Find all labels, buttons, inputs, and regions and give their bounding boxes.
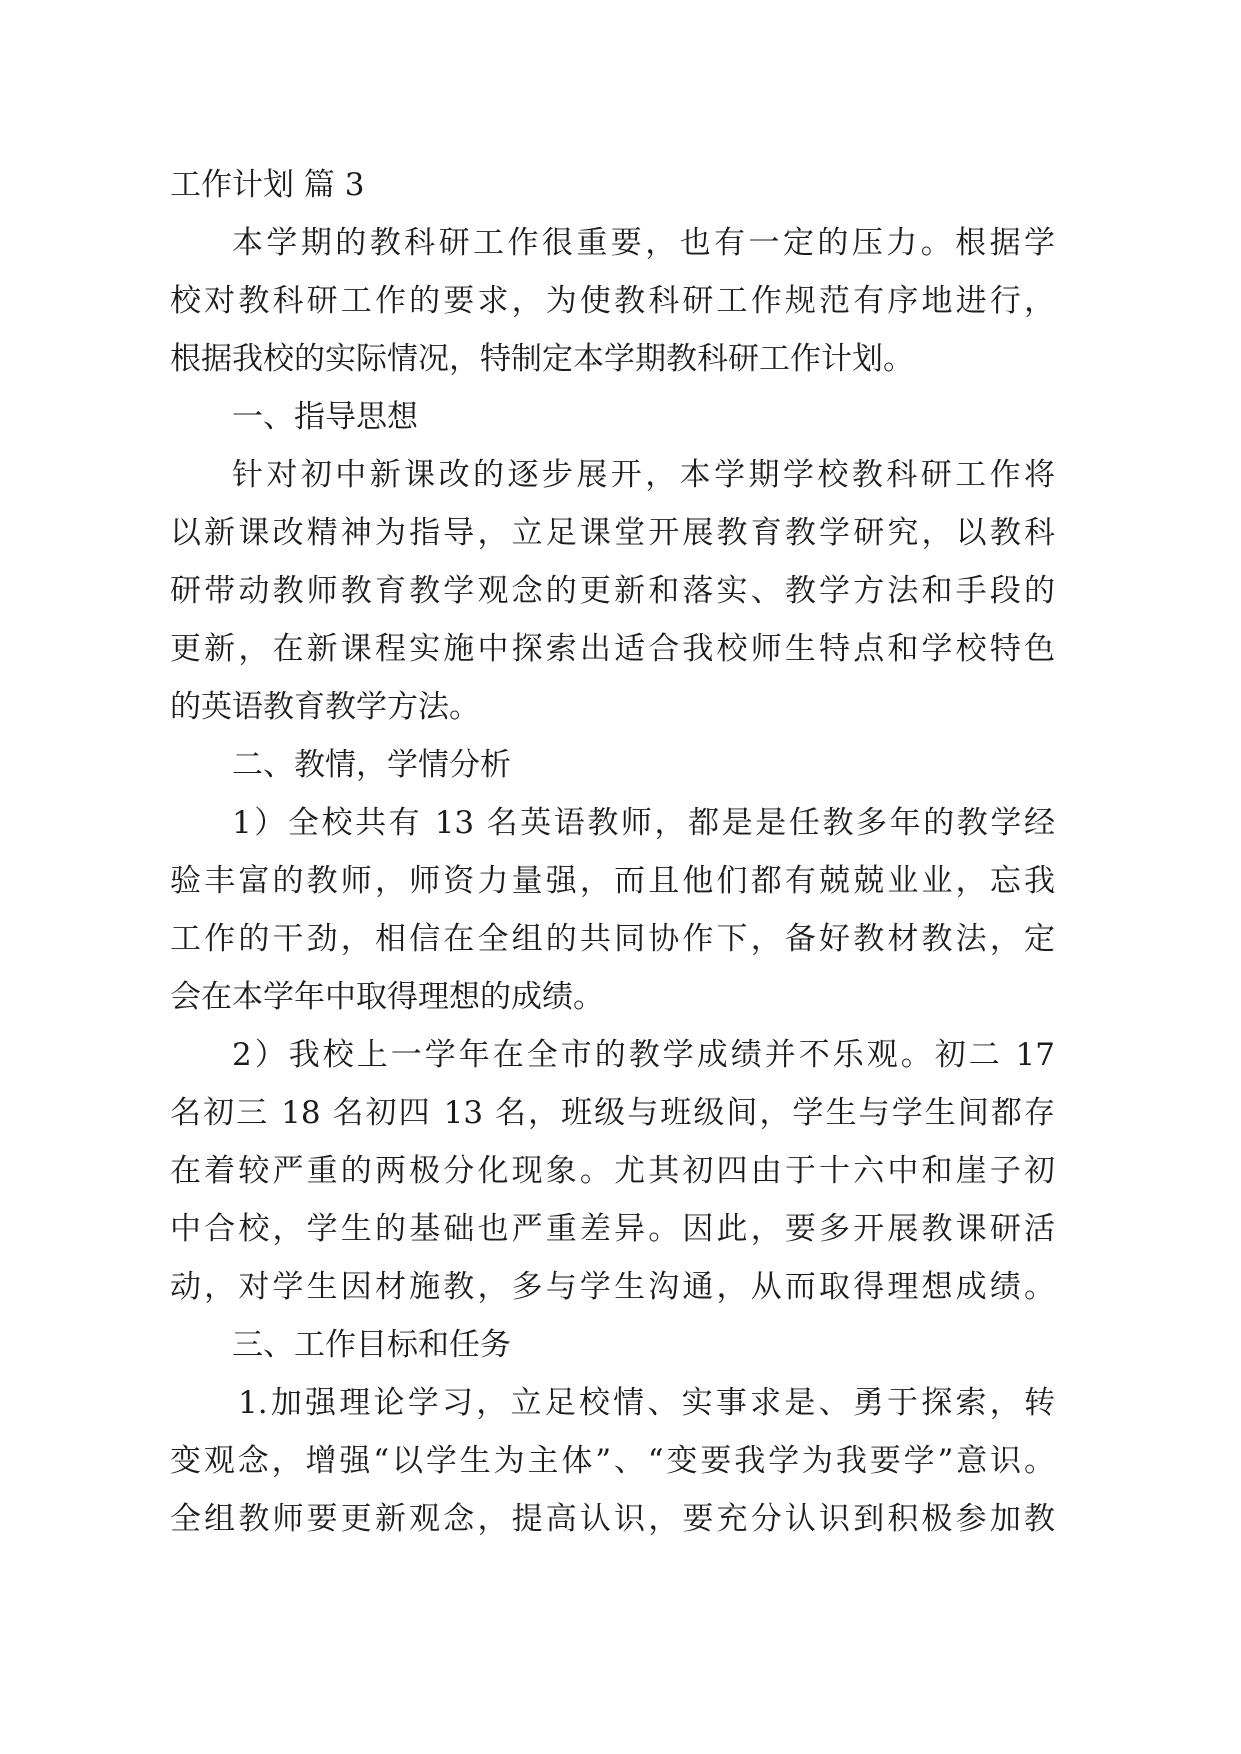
paragraph-line: 本学期的教科研工作很重要，也有一定的压力。根据学 [232, 225, 1055, 261]
intro-paragraph [170, 214, 1055, 388]
section-heading: 三、工作目标和任务 [232, 1327, 511, 1363]
paragraph [170, 794, 1055, 1026]
paragraph [170, 446, 1055, 736]
paragraph-line: 研带动教师教育教学观念的更新和落实、教学方法和手段的 [170, 573, 1055, 609]
paragraph-line: 2）我校上一学年在全市的教学成绩并不乐观。初二 17 [232, 1037, 1055, 1073]
section-heading: 二、教情，学情分析 [232, 747, 511, 783]
paragraph-line: 动，对学生因材施教，多与学生沟通，从而取得理想成绩。 [170, 1269, 1055, 1305]
paragraph-line: 会在本学年中取得理想的成绩。 [170, 979, 604, 1015]
paragraph-line: 名初三 18 名初四 13 名，班级与班级间，学生与学生间都存 [170, 1095, 1055, 1131]
paragraph [170, 1374, 1055, 1548]
document-body [170, 156, 1055, 1548]
document-title: 工作计划 篇 3 [170, 167, 365, 203]
paragraph-line: 验丰富的教师，师资力量强，而且他们都有兢兢业业，忘我 [170, 863, 1055, 899]
paragraph-line: 变观念，增强“以学生为主体”、“变要我学为我要学”意识。 [170, 1443, 1055, 1479]
section-guiding-ideology [170, 388, 1055, 736]
paragraph [170, 1026, 1055, 1316]
section-goals-and-tasks [170, 1316, 1055, 1548]
paragraph-line: 1.加强理论学习，立足校情、实事求是、勇于探索，转 [238, 1385, 1055, 1421]
paragraph-line: 1）全校共有 13 名英语教师，都是是任教多年的教学经 [232, 805, 1055, 841]
paragraph-line: 针对初中新课改的逐步展开，本学期学校教科研工作将 [232, 457, 1055, 493]
section-heading: 一、指导思想 [232, 399, 418, 435]
paragraph-line: 根据我校的实际情况，特制定本学期教科研工作计划。 [170, 341, 914, 377]
paragraph-line: 校对教科研工作的要求，为使教科研工作规范有序地进行， [170, 283, 1055, 319]
paragraph-line: 中合校，学生的基础也严重差异。因此，要多开展教课研活 [170, 1211, 1055, 1247]
paragraph-line: 工作的干劲，相信在全组的共同协作下，备好教材教法，定 [170, 921, 1055, 957]
paragraph-line: 在着较严重的两极分化现象。尤其初四由于十六中和崖子初 [170, 1153, 1055, 1189]
paragraph-line: 全组教师要更新观念，提高认识，要充分认识到积极参加教 [170, 1501, 1055, 1537]
paragraph-line: 更新，在新课程实施中探索出适合我校师生特点和学校特色 [170, 631, 1055, 667]
paragraph-line: 以新课改精神为指导，立足课堂开展教育教学研究，以教科 [170, 515, 1055, 551]
section-situation-analysis [170, 736, 1055, 1316]
paragraph-line: 的英语教育教学方法。 [170, 689, 480, 725]
